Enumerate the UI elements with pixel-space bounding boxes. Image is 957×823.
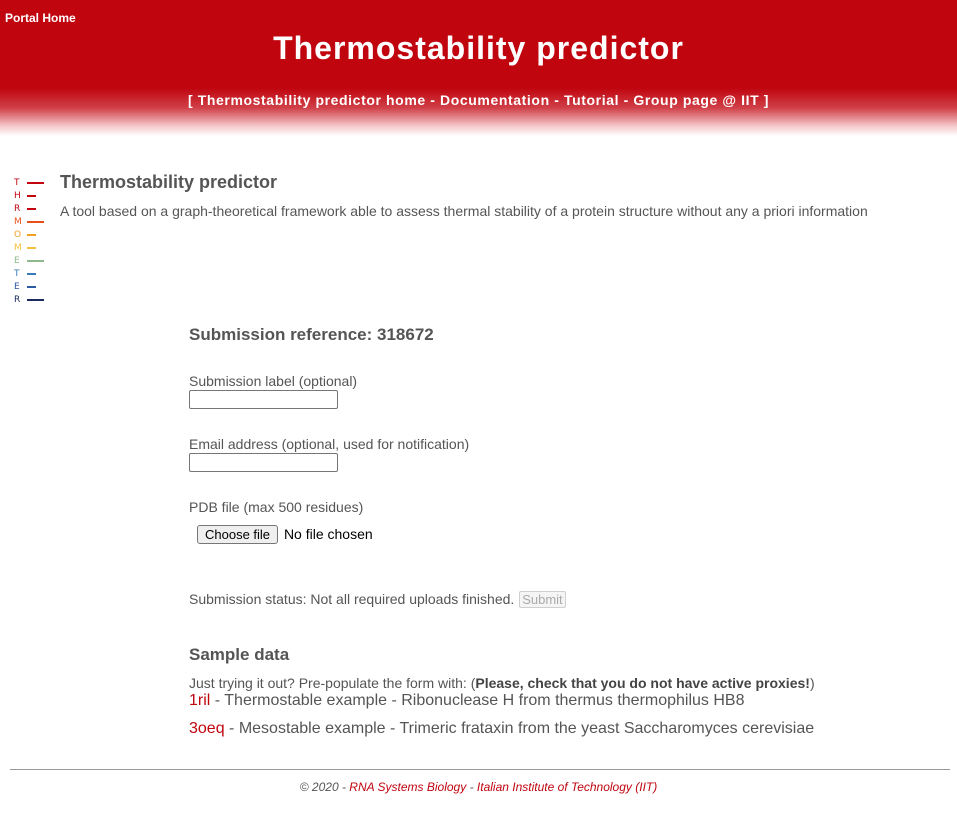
sample-link-3oeq[interactable]: 3oeq xyxy=(189,720,225,737)
file-status-text: No file chosen xyxy=(283,526,373,542)
nav-separator: - xyxy=(623,92,629,108)
sample-item xyxy=(189,692,745,710)
logo-bar xyxy=(27,299,44,301)
logo-bar xyxy=(27,182,44,184)
logo-row xyxy=(14,190,48,203)
logo-letter: R xyxy=(14,204,21,214)
proxy-warning: Please, check that you do not have active proxies! xyxy=(475,675,810,691)
sample-data-title: Sample data xyxy=(189,645,290,664)
footer-separator: - xyxy=(466,780,477,794)
footer-divider xyxy=(10,769,950,770)
logo-letter: O xyxy=(14,230,22,240)
logo-letter: T xyxy=(14,269,20,279)
logo-letter: E xyxy=(14,282,20,292)
footer-copyright: © 2020 - xyxy=(299,780,350,794)
intro-description: A tool based on a graph-theoretical framework able to assess thermal stability of a protein structure without any a priori information xyxy=(60,203,868,219)
email-label: Email address (optional, used for notification) xyxy=(189,436,470,452)
submission-label-input[interactable] xyxy=(189,390,338,409)
logo-row xyxy=(14,268,48,281)
logo-bar xyxy=(27,286,36,288)
sample-intro xyxy=(189,675,815,691)
logo-row xyxy=(14,242,48,255)
footer-link-iit[interactable]: Italian Institute of Technology (IIT) xyxy=(476,780,658,794)
sample-link-1ril[interactable]: 1ril xyxy=(189,692,211,709)
logo-row xyxy=(14,255,48,268)
submission-reference: Submission reference: 318672 xyxy=(189,325,434,344)
submit-button[interactable]: Submit xyxy=(519,591,565,608)
logo-row xyxy=(14,229,48,242)
nav-link-tutorial[interactable]: Tutorial xyxy=(564,92,620,108)
thermometer-logo xyxy=(14,177,48,307)
submission-status xyxy=(189,591,566,608)
sample-description: - Mesostable example - Trimeric frataxin from the yeast Saccharomyces cerevisiae xyxy=(224,720,815,737)
logo-bar xyxy=(27,247,36,249)
submission-label-label: Submission label (optional) xyxy=(189,373,358,389)
logo-row xyxy=(14,203,48,216)
sample-item xyxy=(189,720,814,738)
nav-separator: - xyxy=(430,92,436,108)
top-navigation xyxy=(0,92,957,108)
pdb-file-input xyxy=(197,525,373,544)
logo-bar xyxy=(27,273,36,275)
logo-letter: M xyxy=(14,243,22,253)
logo-letter: R xyxy=(14,295,21,305)
logo-row xyxy=(14,281,48,294)
footer-link-rna-systems-biology[interactable]: RNA Systems Biology xyxy=(349,780,467,794)
email-input[interactable] xyxy=(189,453,338,472)
logo-letter: M xyxy=(14,217,22,227)
nav-link-home[interactable]: Thermostability predictor home xyxy=(197,92,426,108)
site-header xyxy=(0,0,957,136)
logo-bar xyxy=(27,208,36,210)
logo-row xyxy=(14,294,48,307)
nav-bracket-close: ] xyxy=(763,92,770,108)
logo-row xyxy=(14,177,48,190)
intro-title: Thermostability predictor xyxy=(60,172,278,192)
nav-link-documentation[interactable]: Documentation xyxy=(440,92,550,108)
logo-letter: T xyxy=(14,178,20,188)
nav-bracket-open: [ xyxy=(187,92,194,108)
pdb-file-label: PDB file (max 500 residues) xyxy=(189,499,364,515)
logo-row xyxy=(14,216,48,229)
logo-bar xyxy=(27,221,44,223)
portal-home-link[interactable]: Portal Home xyxy=(5,11,76,25)
sample-description: - Thermostable example - Ribonuclease H from thermus thermophilus HB8 xyxy=(210,692,745,709)
logo-bar xyxy=(27,260,44,262)
logo-bar xyxy=(27,195,36,197)
logo-letter: E xyxy=(14,256,20,266)
choose-file-button[interactable]: Choose file xyxy=(197,525,278,544)
sample-intro-prefix: Just trying it out? Pre-populate the form with: ( xyxy=(189,675,476,691)
submission-status-text: Submission status: Not all required uploads finished. xyxy=(189,591,515,607)
site-title: Thermostability predictor xyxy=(273,30,684,66)
logo-bar xyxy=(27,234,36,236)
nav-link-group-page[interactable]: Group page @ IIT xyxy=(633,92,760,108)
logo-letter: H xyxy=(14,191,21,201)
sample-intro-suffix: ) xyxy=(809,675,815,691)
nav-separator: - xyxy=(554,92,560,108)
site-footer xyxy=(0,780,957,794)
